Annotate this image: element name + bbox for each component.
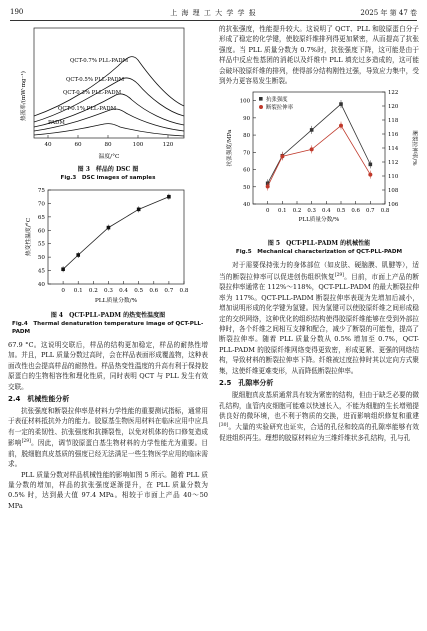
fig5-caption-en: Fig.5 Mechanical characterization of QCT-PLL-PADM: [235, 249, 403, 256]
section-2-5-heading: 2.5 孔隙率分析: [219, 379, 274, 388]
fig4-xtick: 0.1: [73, 288, 83, 294]
fig5-y2tick: 108: [388, 188, 399, 195]
fig3-xticks: [44, 135, 173, 148]
legend-marker-elongation: [259, 105, 263, 109]
fig5-xtick: 0.4: [322, 208, 331, 215]
fig5-y2tick: 118: [388, 118, 399, 125]
fig5-ytick: 80: [243, 133, 250, 140]
left-column: [8, 24, 208, 511]
journal-name: 上 海 理 工 大 学 学 报: [170, 9, 257, 17]
right-column: [219, 24, 419, 443]
fig5-xtick: 0.7: [366, 208, 375, 215]
legend-strength: 抗张强度: [266, 97, 288, 104]
fig5-point-strength: [369, 163, 373, 167]
fig5-y2tick: 110: [388, 174, 399, 181]
fig4-ytick: 40: [37, 282, 45, 288]
figure-3-dsc: [8, 24, 208, 162]
citation-29: [29]: [21, 439, 31, 445]
citation-30: [30]: [219, 423, 229, 429]
fig5-y2tick: 114: [388, 146, 399, 153]
running-header: [10, 6, 417, 21]
fig3-xtick: 80: [104, 142, 112, 148]
legend-marker-strength: [259, 97, 263, 101]
fig4-xtick: 0.3: [103, 288, 113, 294]
fig5-point-elongation: [339, 124, 343, 128]
figure-4-chart: [8, 184, 208, 308]
fig5-ytick: 70: [243, 150, 250, 157]
fig4-series-line: [63, 197, 169, 270]
fig4-xtick: 0.5: [134, 288, 144, 294]
citation-29b: [29]: [334, 272, 345, 278]
fig5-y2tick: 120: [388, 104, 399, 111]
fig5-y2tick: 122: [388, 90, 399, 97]
dsc-label-padm: PADM: [48, 120, 65, 126]
fig4-ytick: 45: [37, 268, 45, 275]
fig4-ytick: 60: [37, 228, 45, 235]
right-paragraph-3: 脱细胞真皮基质通常具有较为紧密的结构，但由于缺乏必要的微孔结构，血管内皮细胞可能难以快速长入，不能为细胞的生长增殖提供良好的微环境，也不利于物质的交换，进而影响组织修复和重建[30]。大量的实验研究也证实，合适的孔径和较高的孔隙率能够有效促进组织再生。理想的胶原材料应为三维纤维状多孔结构，孔与孔: [219, 391, 419, 442]
fig3-caption-cn: 图 3 样品的 DSC 图: [77, 166, 139, 173]
fig3-xtick: 40: [44, 142, 52, 148]
fig3-xtick: 60: [74, 142, 82, 148]
fig4-ytick: 55: [37, 241, 45, 248]
fig4-xtick: 0.8: [179, 288, 189, 294]
fig4-xlabel: PLL质量分数/%: [94, 298, 138, 304]
fig5-xlabel: PLL质量分数/%: [298, 217, 340, 224]
fig5-ytick: 100: [239, 99, 250, 106]
dsc-label-0.3: QCT-0.3% PLL-PADM: [63, 90, 122, 96]
fig5-y2tick: 116: [388, 132, 399, 139]
fig5-xtick: 0.2: [292, 208, 302, 215]
fig3-xtick: 120: [162, 142, 174, 148]
fig5-ytick: 50: [243, 185, 250, 192]
fig5-point-strength: [339, 103, 343, 107]
right-paragraph-2: 对于需要保持张力的身体部位（如皮肤、硬脑膜、肌腱等），适当的断裂拉伸率可以促进创伤组织恢复[29]。目前，市面上产品的断裂拉伸率通常在 112%～118%，QCT-PLL-PADM 的最大断裂拉伸率为 117%。QCT-PLL-PADM 断裂拉伸率表现为先增加后减小，增加说明形成的化学键为氢键。因为氢键可以使胶原纤维之间形成稳定的交织网络，这种优化的组织结构使得胶原纤维能够在受到外部拉伸时，各个纤维之间相互支撑和配合，减少了断裂的可能性，提高了断裂拉伸率。随着 PLL 质量分数从 0.5% 增加至 0.7%，QCT-PLL-PADM 的胶原纤维网络变得更致密，形成更紧、更强的网络结构，导致材料的断裂拉伸率下降。纤维被过度拉伸时其以定向方式聚集，这使纤维更难变形，从而降低断裂拉伸率。: [219, 261, 419, 375]
fig5-xtick: 0.1: [278, 208, 287, 215]
left-paragraph-1: 67.9 °C。这说明交联后，样品的结构更加稳定，样品的耐热性增加。并且，PLL 质量分数过高时，会在样品表面形成覆盖物，这种表面改性也会提高样品的耐热性。样品热变性温度的升高有利于保持胶原蛋白的生物相容性和理化性质，同时表明 QCT 与 PLL 发生有效交联。: [8, 341, 208, 391]
fig5-point-elongation: [310, 148, 314, 152]
fig4-ylabel: 热变性温度/°C: [26, 217, 32, 257]
fig4-xtick: 0: [61, 288, 65, 294]
fig5-point-elongation: [280, 155, 284, 159]
fig5-xtick: 0.6: [351, 208, 360, 215]
dsc-label-0.1: QCT-0.1% PLL-PADM: [58, 106, 117, 112]
fig5-xtick: 0: [265, 208, 270, 215]
dsc-label-0.7: QCT-0.7% PLL-PADM: [70, 58, 129, 64]
left-paragraph-2: 抗张强度和断裂拉伸率是材料力学性能的重要测试指标，通常用于表征材料抵抗外力的能力。胶原基生物医用材料在临床应用中应具有一定的柔韧性、抗张强度和抗撕裂性，以免对机体的伤口修复造成影响[29]。因此，调节胶原蛋白基生物材料的力学性能尤为重要。目前，脱细胞真皮基质的强度已经无法满足一些生物医学应用的临床需求。: [8, 407, 208, 469]
fig5-ytick: 90: [243, 116, 250, 123]
fig5-ytick: 40: [243, 202, 250, 209]
fig4-caption-en: Fig.4 Thermal denaturation temperature image of QCT-PLL-PADM: [12, 321, 204, 335]
fig4-xtick: 0.6: [149, 288, 159, 294]
fig5-caption-cn: 图 5 QCT-PLL-PADM 的机械性能: [267, 240, 371, 248]
fig4-point: [107, 226, 111, 230]
left-paragraph-3: PLL 质量分数对样品机械性能的影响如图 5 所示。随着 PLL 质量分数的增加，样品的抗张强度逐渐提升，在 PLL 质量分数为 0.5% 时，达到最大值 97.4 MPa。相较于市面上产品 40～50 MPa: [8, 470, 208, 510]
fig5-xtick: 0.5: [336, 208, 346, 215]
fig5-y2tick: 112: [388, 160, 399, 167]
fig5-y2label: 断裂拉伸率/%: [411, 130, 417, 167]
issue-info: 2025 年 第 47 卷: [360, 9, 417, 17]
fig4-point: [167, 195, 171, 199]
fig4-point: [76, 253, 80, 257]
fig4-point: [61, 267, 65, 271]
fig3-ylabel: 热流率/(mW·mg⁻¹): [21, 71, 27, 121]
fig5-point-elongation: [368, 173, 372, 177]
fig4-ytick: 75: [37, 188, 45, 194]
fig4-ytick: 70: [37, 201, 45, 208]
dsc-curve-0.5: [34, 78, 184, 122]
right-paragraph-1: 的抗张强度，性能提升较大。这说明了 QCT、PLL 和胶原蛋白分子形成了稳定的化学键，使胶原纤维排列得更加紧密，从而提高了抗张强度。当 PLL 质量分数为 0.7%时，抗张强度下降，这可能是由于样品中反应性基团的消耗以及纤维中 PLL 填充过多造成的，这可能会破坏胶原纤维的排列，使得部分结构刚性过强，导致应力集中，受到外力更容易发生断裂。: [219, 25, 419, 86]
fig5-y2tick: 106: [388, 202, 399, 209]
fig4-point: [137, 208, 141, 212]
fig5-xtick: 0.8: [380, 208, 390, 215]
fig4-xtick: 0.2: [88, 288, 98, 294]
fig4-caption-cn: 图 4 QCT-PLL-PADM 的热变性温度图: [50, 312, 166, 319]
fig3-xlabel: 温度/°C: [98, 154, 120, 160]
fig3-xtick: 100: [132, 142, 144, 148]
fig5-ylabel: 抗张强度/MPa: [227, 130, 233, 167]
fig5-point-elongation: [266, 185, 270, 189]
fig5-ytick: 60: [243, 167, 250, 174]
dsc-label-0.5: QCT-0.5% PLL-PADM: [66, 77, 125, 83]
fig5-xtick: 0.3: [307, 208, 316, 215]
fig4-xtick: 0.7: [164, 288, 174, 294]
section-2-4-heading: 2.4 机械性能分析: [8, 395, 70, 404]
fig3-caption-en: Fig.3 DSC images of samples: [60, 175, 156, 181]
fig4-ytick: 50: [37, 255, 45, 262]
fig4-ytick: 65: [37, 214, 45, 221]
fig5-point-strength: [310, 129, 314, 133]
page-number: 190: [10, 8, 24, 16]
figure-5-chart: [219, 86, 419, 236]
fig4-xtick: 0.4: [119, 288, 129, 294]
legend-elongation: 断裂拉伸率: [266, 105, 293, 112]
